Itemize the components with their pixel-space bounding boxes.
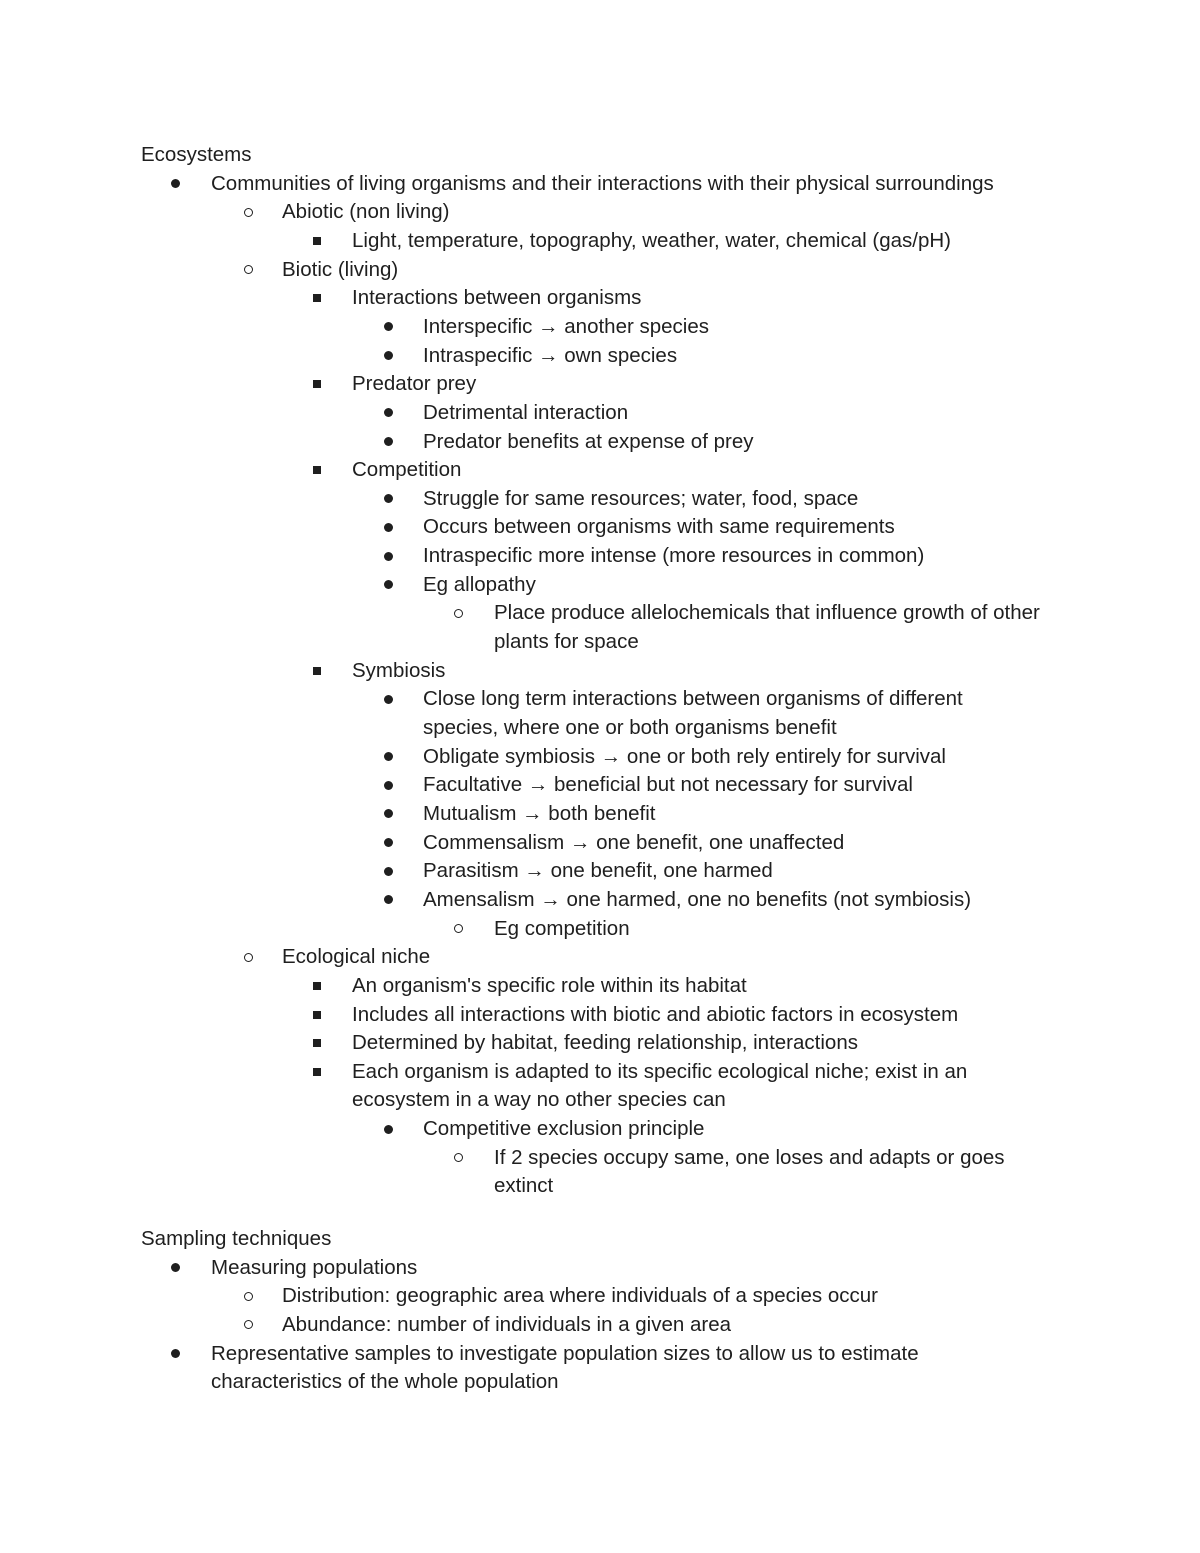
list-item-text: Amensalism → one harmed, one no benefits (not symbiosis) [423, 887, 972, 911]
section-heading: Ecosystems [141, 143, 252, 166]
list-item-text: Distribution: geographic area where individuals of a species occur [282, 1284, 878, 1308]
circle-bullet-icon [450, 1144, 466, 1172]
disc-bullet-icon [380, 485, 396, 513]
disc-bullet-icon [380, 800, 396, 828]
disc-bullet-icon [167, 170, 183, 198]
list-item-text: Predator prey [352, 372, 477, 396]
list-item-text: Intraspecific → own species [423, 343, 678, 367]
list-item-text: Mutualism → both benefit [423, 801, 656, 825]
disc-bullet-icon [380, 399, 396, 427]
disc-bullet-icon [380, 685, 396, 713]
square-bullet-icon [309, 456, 325, 484]
disc-bullet-icon [380, 771, 396, 799]
disc-bullet-icon [380, 513, 396, 541]
list-item-text: Close long term interactions between organisms of different species, where one or both organisms benefit [423, 687, 963, 739]
circle-bullet-icon [240, 943, 256, 971]
list-item-text: Ecological niche [282, 945, 431, 969]
disc-bullet-icon [380, 342, 396, 370]
disc-bullet-icon [380, 1115, 396, 1143]
list-item-text: Each organism is adapted to its specific ecological niche; exist in an ecosystem in a way no other species can [352, 1059, 968, 1112]
disc-bullet-icon [380, 743, 396, 771]
disc-bullet-icon [380, 542, 396, 570]
square-bullet-icon [309, 972, 325, 1000]
list-item-text: If 2 species occupy same, one loses and adapts or goes extinct [494, 1145, 1005, 1198]
disc-bullet-icon [380, 829, 396, 857]
list-item-text: Occurs between organisms with same requirements [423, 515, 895, 539]
circle-bullet-icon [240, 198, 256, 226]
disc-bullet-icon [380, 428, 396, 456]
disc-bullet-icon [167, 1340, 183, 1368]
circle-bullet-icon [240, 1282, 256, 1310]
list-item-text: Competitive exclusion principle [423, 1117, 705, 1141]
list-item-text: Measuring populations [211, 1255, 418, 1279]
list-item-text: Intraspecific more intense (more resources in common) [423, 544, 925, 568]
circle-bullet-icon [240, 1311, 256, 1339]
circle-bullet-icon [450, 599, 466, 627]
list-item-text: Commensalism → one benefit, one unaffected [423, 830, 845, 854]
list-item-text: Detrimental interaction [423, 400, 629, 424]
list-item-text: Includes all interactions with biotic and abiotic factors in ecosystem [352, 1002, 959, 1026]
disc-bullet-icon [380, 571, 396, 599]
square-bullet-icon [309, 1058, 325, 1086]
list-item-text: Parasitism → one benefit, one harmed [423, 859, 773, 883]
list-item-text: Abundance: number of individuals in a given area [282, 1312, 732, 1336]
list-item-text: Biotic (living) [282, 257, 399, 281]
list-item-text: Predator benefits at expense of prey [423, 429, 754, 453]
list-item-text: Symbiosis [352, 658, 446, 682]
disc-bullet-icon [380, 313, 396, 341]
list-item-text: Place produce allelochemicals that influence growth of other plants for space [494, 601, 1040, 653]
square-bullet-icon [309, 1029, 325, 1057]
disc-bullet-icon [380, 886, 396, 914]
circle-bullet-icon [450, 915, 466, 943]
list-item-text: Abiotic (non living) [282, 200, 450, 224]
list-item-text: Representative samples to investigate population sizes to allow us to estimate characteristics of the whole population [211, 1341, 919, 1394]
list-item-text: Eg competition [494, 916, 630, 940]
list-item-text: Facultative → beneficial but not necessary for survival [423, 773, 913, 797]
square-bullet-icon [309, 284, 325, 312]
list-item-text: Light, temperature, topography, weather, water, chemical (gas/pH) [352, 228, 951, 252]
list-item-text: An organism's specific role within its habitat [352, 973, 747, 997]
section-heading: Sampling techniques [141, 1227, 332, 1250]
square-bullet-icon [309, 370, 325, 398]
square-bullet-icon [309, 1001, 325, 1029]
disc-bullet-icon [380, 857, 396, 885]
square-bullet-icon [309, 657, 325, 685]
list-item-text: Competition [352, 458, 462, 482]
disc-bullet-icon [167, 1254, 183, 1282]
list-item-text: Struggle for same resources; water, food, space [423, 486, 859, 510]
list-item-text: Obligate symbiosis → one or both rely entirely for survival [423, 744, 946, 768]
list-item-text: Interspecific → another species [423, 314, 709, 338]
list-item-text: Interactions between organisms [352, 286, 642, 310]
circle-bullet-icon [240, 256, 256, 284]
list-item-text: Eg allopathy [423, 572, 536, 596]
square-bullet-icon [309, 227, 325, 255]
list-item-text: Communities of living organisms and their interactions with their physical surroundings [211, 171, 994, 195]
list-item-text: Determined by habitat, feeding relationship, interactions [352, 1031, 858, 1055]
